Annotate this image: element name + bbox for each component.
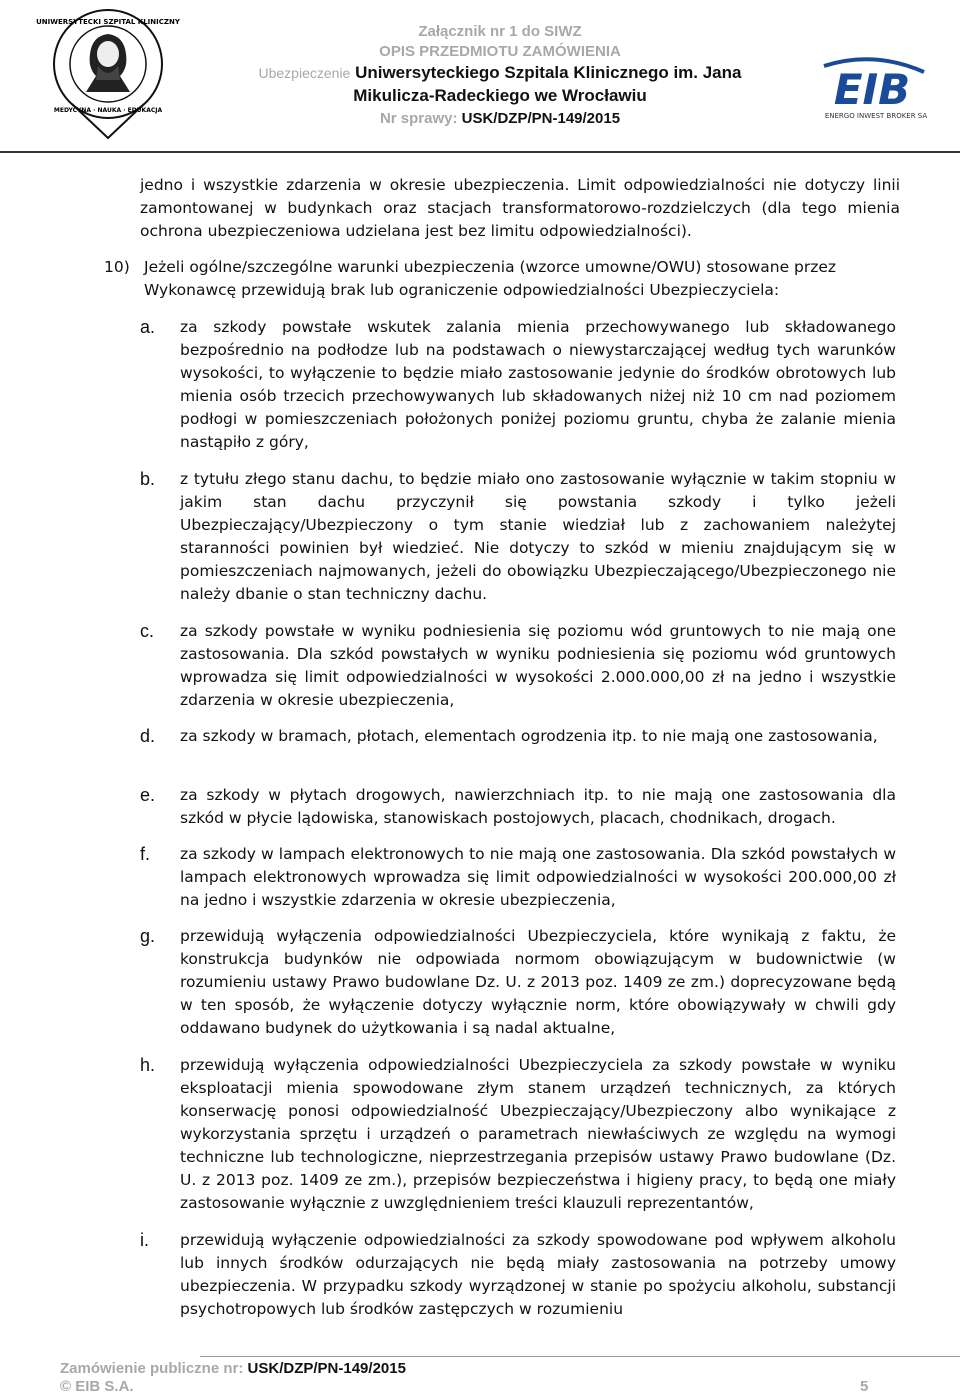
page-number: 5: [860, 1378, 869, 1395]
svg-text:UNIWERSYTECKI SZPITAL KLINICZN: UNIWERSYTECKI SZPITAL KLINICZNY: [36, 18, 180, 26]
header-line3: [200, 62, 800, 84]
footer-divider: [200, 1356, 960, 1357]
sub-item-letter: a.: [140, 317, 156, 337]
list-item-10-text: Jeżeli ogólne/szczególne warunki ubezpieczenia (wzorce umowne/OWU) stosowane przez Wykonawcę przewidują brak lub ograniczenie odpowiedzialności Ubezpieczyciela:: [144, 258, 837, 299]
svg-text:EIB: EIB: [833, 65, 911, 114]
hospital-logo: [36, 4, 180, 146]
header-line5-main: USK/DZP/PN-149/2015: [461, 110, 621, 127]
footer-order-prefix: Zamówienie publiczne nr:: [60, 1360, 244, 1377]
sub-item-text: przewidują wyłączenia odpowiedzialności Ubezpieczyciela, które wynikają z faktu, że konstrukcja budynków nie odpowiada normom obowiązującym w budownictwie (w rozumieniu ustawy Prawo budowlane Dz. U. z 2013 poz. 1409 ze zm.) doprecyzowane będą w ten sposób, że wyłączenie dotyczy wyłącznie norm, które obowiązywały w chwili gdy oddawano budynek do użytkowania i są nadal aktualne,: [180, 927, 896, 1037]
intro-paragraph: jedno i wszystkie zdarzenia w okresie ubezpieczenia. Limit odpowiedzialności nie dotyczy linii zamontowanej w budynkach oraz stacjach transformatorowo-rozdzielczych (dla tego mienia ochrona ubezpieczeniowa udzielana jest bez limitu odpowiedzialności).: [140, 176, 900, 240]
header-line5-prefix: Nr sprawy:: [379, 110, 458, 127]
eib-logo: [814, 52, 932, 122]
header-divider: [0, 151, 960, 153]
header-line1: Załącznik nr 1 do SIWZ: [418, 23, 582, 40]
sub-item-letter: e.: [140, 785, 156, 805]
sub-item-letter: c.: [140, 621, 155, 641]
page-header: [0, 0, 960, 152]
list-item-10-number: 10): [104, 258, 130, 276]
sub-item-letter: i.: [140, 1230, 149, 1250]
header-line3-prefix: Ubezpieczenie: [258, 65, 351, 81]
header-line5: [200, 108, 800, 130]
sub-item-text: za szkody w lampach elektronowych to nie mają one zastosowania. Dla szkód powstałych w lampach elektronowych wprowadza się limit odpowiedzialności w wysokości 200.000,00 zł na jedno i wszystkie zdarzenia w okresie ubezpieczenia,: [180, 845, 896, 909]
header-line4: Mikulicza-Radeckiego we Wrocławiu: [353, 86, 647, 105]
sub-item-text: z tytułu złego stanu dachu, to będzie miało ono zastosowanie wyłącznie w takim stopniu w jakim stan dachu przyczynił się powstania szkody i tylko jeżeli Ubezpieczający/Ubezpieczony o tym stanie wiedział lub z zachowaniem należytej staranności powinien był wiedzieć. Nie dotyczy to szkód w mieniu znajdującym się w pomieszczeniach najmowanych, jeżeli do obowiązku Ubezpieczającego/Ubezpieczonego nie należy dbanie o stan techniczny dachu.: [180, 470, 896, 603]
sub-item-letter: g.: [140, 926, 156, 946]
sub-item-text: przewidują wyłączenie odpowiedzialności za szkody spowodowane pod wpływem alkoholu lub innych środków odurzających nie będą miały zastosowania na potrzeby umowy ubezpieczenia. W przypadku szkody wyrządzonej w stanie po spożyciu alkoholu, substancji psychotropowych lub środków zastępczych w rozumieniu: [180, 1231, 896, 1318]
header-title-block: [200, 22, 800, 130]
footer-order: [60, 1360, 406, 1377]
sub-item-letter: b.: [140, 469, 156, 489]
sub-item-letter: d.: [140, 726, 156, 746]
sub-item-text: za szkody w płytach drogowych, nawierzchniach itp. to nie mają one zastosowania dla szkód w płycie lądowiska, stanowiskach postojowych, placach, chodnikach, drogach.: [180, 786, 896, 827]
header-line2: OPIS PRZEDMIOTU ZAMÓWIENIA: [379, 43, 621, 60]
sub-item-letter: h.: [140, 1055, 156, 1075]
footer-copyright: © EIB S.A.: [60, 1378, 134, 1395]
sub-item-text: za szkody w bramach, płotach, elementach ogrodzenia itp. to nie mają one zastosowania,: [180, 727, 878, 745]
svg-text:MEDYCYNA · NAUKA · EDUKACJA: MEDYCYNA · NAUKA · EDUKACJA: [53, 107, 163, 114]
sub-item-text: za szkody powstałe w wyniku podniesienia się poziomu wód gruntowych to nie mają one zastosowania. Dla szkód powstałych w wyniku podniesienia się poziomu wód gruntowych wprowadza się limit odpowiedzialności w wysokości 2.000.000,00 zł na jedno i wszystkie zdarzenia w okresie ubezpieczenia,: [180, 622, 896, 709]
sub-item-text: za szkody powstałe wskutek zalania mienia przechowywanego lub składowanego bezpośrednio na podłodze lub na podstawach o niewystarczającej według tych warunków wysokości, to wyłączenie to będzie miało zastosowanie jedynie do środków obrotowych lub mienia osób trzecich przechowywanych lub składowanych niżej niż 10 cm nad poziomem podłogi w pomieszczeniach położonych poniżej poziomu gruntu, chyba że zalanie mienia nastąpiło z góry,: [180, 318, 896, 451]
svg-text:ENERGO INWEST BROKER SA: ENERGO INWEST BROKER SA: [824, 112, 928, 120]
sub-item-text: przewidują wyłączenia odpowiedzialności Ubezpieczyciela za szkody powstałe w wyniku eksploatacji mienia spowodowane złym stanem urządzeń technicznych, za których konserwację ponosi odpowiedzialność Ubezpieczający/Ubezpieczony albo wynikające z wykorzystania sprzętu i urządzeń o parametrach niewłaściwych ze względu na wymogi techniczne lub technologiczne, nieprzestrzegania przepisów ustawy Prawo budowlane (Dz. U. z 2013 poz. 1409 ze zm.), przepisów bezpieczeństwa i higieny pracy, to będą one miały zastosowanie wyłącznie z uwzględnieniem treści klauzuli reprezentantów,: [180, 1056, 896, 1212]
footer-order-number: USK/DZP/PN-149/2015: [247, 1360, 406, 1377]
sub-item-letter: f.: [140, 844, 151, 864]
header-line3-main: Uniwersyteckiego Szpitala Klinicznego im. Jana: [355, 63, 742, 82]
